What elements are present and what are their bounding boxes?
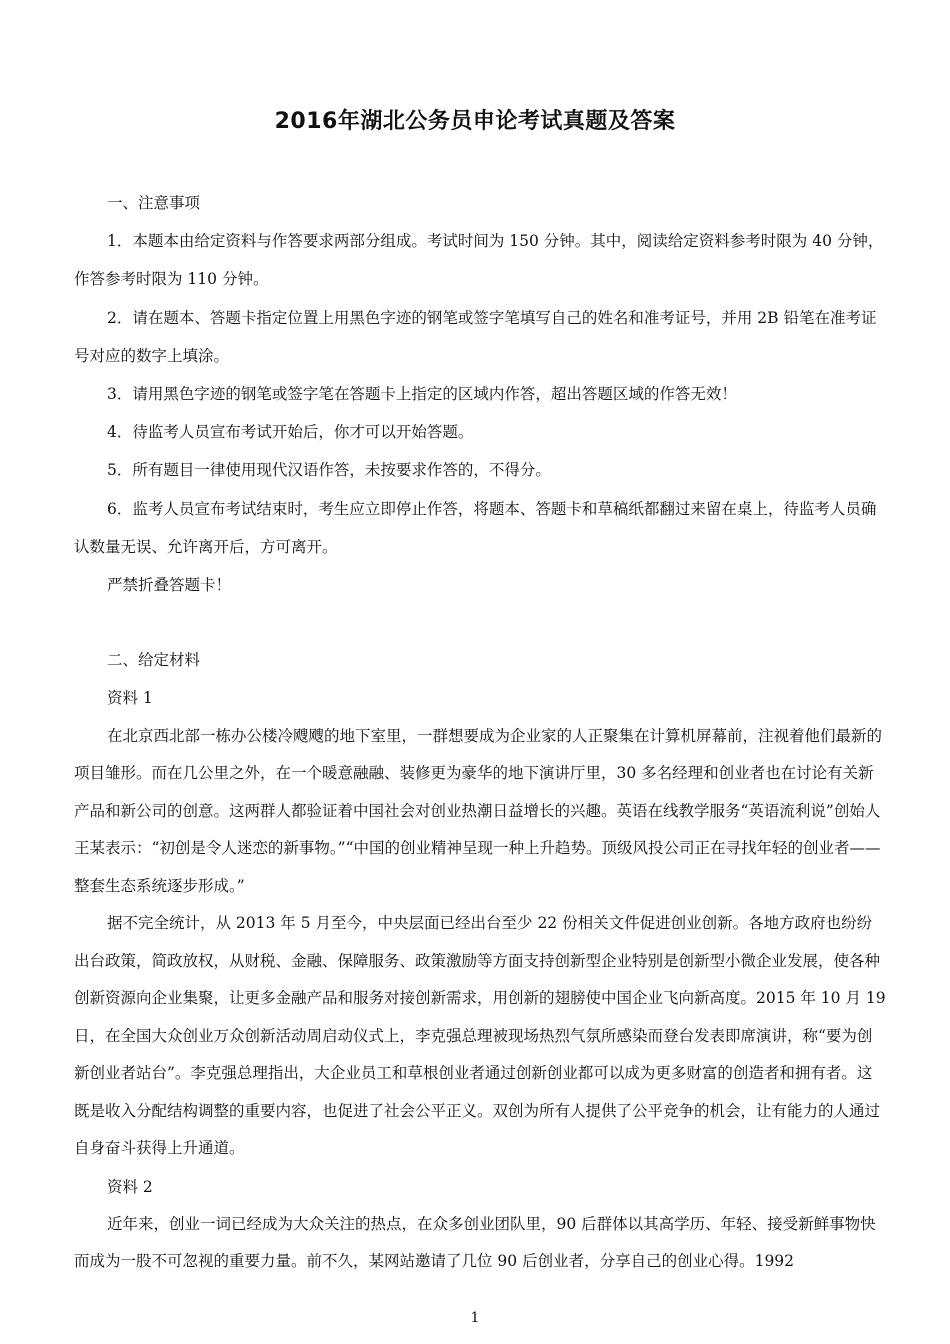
material-2-paragraph-1: 近年来，创业一词已经成为大众关注的热点，在众多创业团队里，90 后群体以其高学历、年轻、接受新鲜事物快而成为一股不可忽视的重要力量。前不久，某网站邀请了几位 90 后创业者，分享自己的创业心得。1992 xyxy=(74,1214,876,1271)
section-heading-notes: 一、注意事项 xyxy=(107,194,201,212)
notice-item-6: 6．监考人员宣布考试结束时，考生应立即停止作答，将题本、答题卡和草稿纸都翻过来留在桌上，待监考人员确认数量无误、允许离开后，方可离开。 xyxy=(74,499,877,556)
notice-item-4: 4．待监考人员宣布考试开始后，你才可以开始答题。 xyxy=(107,423,474,442)
page-number: 1 xyxy=(470,1310,480,1326)
material-1-label: 资料 1 xyxy=(107,689,153,708)
notice-item-3: 3．请用黑色字迹的钢笔或签字笔在答题卡上指定的区域内作答，超出答题区域的作答无效！ xyxy=(107,385,737,404)
notice-item-5: 5．所有题目一律使用现代汉语作答，未按要求作答的，不得分。 xyxy=(107,461,551,480)
section-gap xyxy=(74,604,886,641)
document-title: 2016年湖北公务员申论考试真题及答案 xyxy=(274,109,676,134)
material-1-paragraph-2: 据不完全统计，从 2013 年 5 月至今，中央层面已经出台至少 22 份相关文件促进创业创新。各地方政府也纷纷出台政策，简政放权，从财税、金融、保障服务、政策激励等方面支持创新型企业特别是创新型小微企业发展，使各种创新资源向企业集聚，让更多金融产品和服务对接创新需求，用创新的翅膀使中国企业飞向新高度。2015 年 10 月 19 日，在全国大众创业万众创新活动周启动仪式上，李克强总理被现场热烈气氛所感染而登台发表即席演讲，称“要为创新创业者站台”。李克强总理指出，大企业员工和草根创业者通过创新创业都可以成为更多财富的创造者和拥有者。这既是收入分配结构调整的重要内容，也促进了社会公平正义。双创为所有人提供了公平竞争的机会，让有能力的人通过自身奋斗获得上升通道。 xyxy=(74,914,886,1158)
section-heading-materials: 二、给定材料 xyxy=(107,651,201,670)
document-body xyxy=(74,184,886,1281)
notice-item-2: 2．请在题本、答题卡指定位置上用黑色字迹的钢笔或签字笔填写自己的姓名和准考证号，并用 2B 铅笔在准考证号对应的数字上填涂。 xyxy=(74,308,877,365)
notice-warning: 严禁折叠答题卡！ xyxy=(107,576,232,595)
material-1-paragraph-1: 在北京西北部一栋办公楼冷飕飕的地下室里，一群想要成为企业家的人正聚集在计算机屏幕前，注视着他们最新的项目雏形。而在几公里之外，在一个暖意融融、装修更为豪华的地下演讲厅里，30 多名经理和创业者也在讨论有关新产品和新公司的创意。这两群人都验证着中国社会对创业热潮日益增长的兴趣。英语在线教学服务“英语流利说”创始人王某表示：“初创是令人迷恋的新事物。”“中国的创业精神呈现一种上升趋势。顶级风投公司正在寻找年轻的创业者——整套生态系统逐步形成。” xyxy=(74,726,883,895)
notice-item-1: 1．本题本由给定资料与作答要求两部分组成。考试时间为 150 分钟。其中，阅读给定资料参考时限为 40 分钟，作答参考时限为 110 分钟。 xyxy=(74,232,884,289)
material-2-label: 资料 2 xyxy=(107,1177,153,1196)
